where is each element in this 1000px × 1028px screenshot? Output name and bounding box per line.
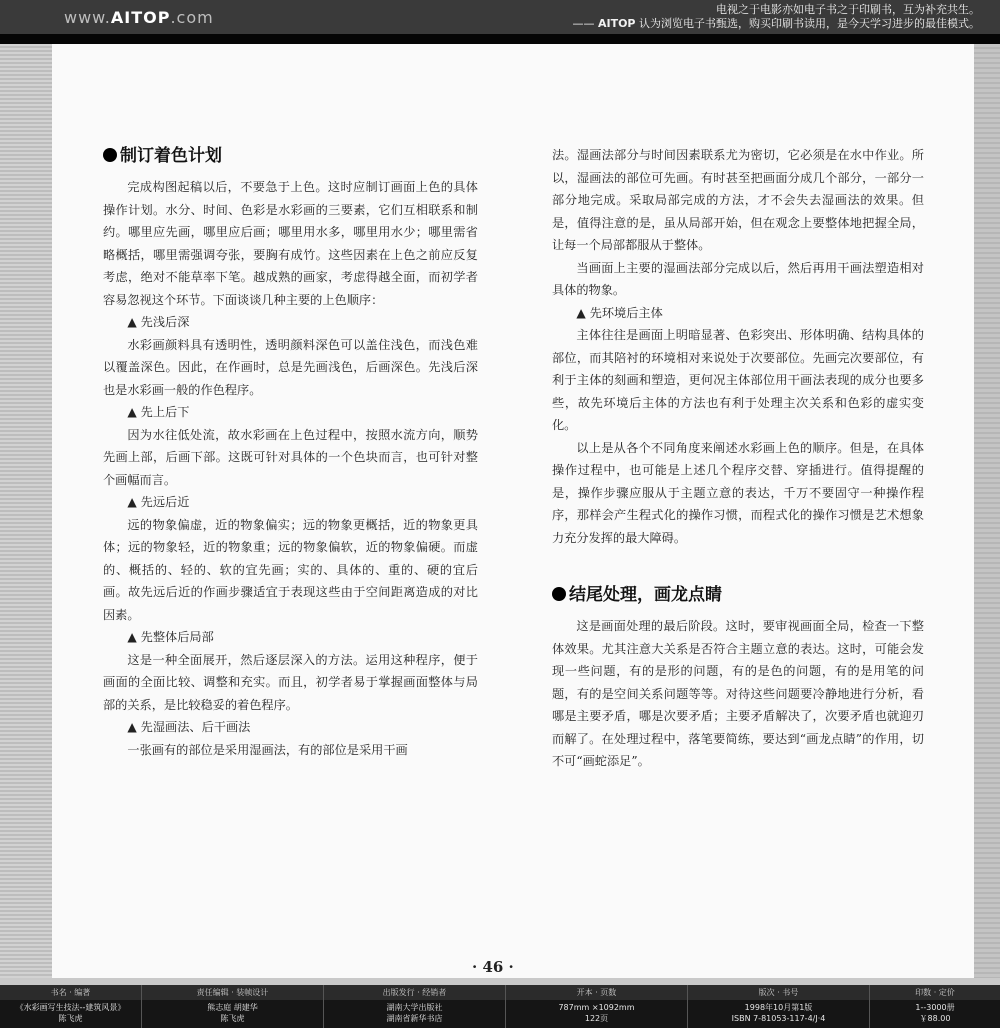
footer-label: 书名 · 编著	[0, 985, 141, 1000]
subheading: ▲ 先整体后局部	[127, 630, 214, 644]
footer-value: 湖南省新华书店	[386, 1014, 443, 1023]
footer-label: 责任编辑 · 装帧设计	[142, 985, 323, 1000]
footer-value: 1998年10月第1版	[744, 1003, 813, 1012]
footer-value: 湖南大学出版社	[386, 1003, 443, 1012]
footer-value: ISBN 7-81053-117-4/J·4	[731, 1014, 826, 1023]
logo-main: AITOP	[110, 8, 171, 27]
logo-suffix: .com	[170, 8, 214, 27]
slogan-line-1: 电视之于电影亦如电子书之于印刷书，互为补充共生。	[716, 3, 980, 16]
paragraph: 因为水往低处流，故水彩画在上色过程中，按照水流方向，顺势先画上部，后画下部。这既可针对具体的一个色块而言，也可针对整个画幅而言。	[103, 427, 478, 487]
footer-label: 出版发行 · 经销者	[324, 985, 505, 1000]
bullet-dot-icon	[552, 587, 566, 601]
paragraph: 当画面上主要的湿画法部分完成以后，然后再用干画法塑造相对具体的物象。	[552, 260, 924, 297]
footer-value: 《水彩画写生技法--建筑风景》	[15, 1003, 126, 1012]
section-heading-finishing	[552, 579, 924, 611]
slogan-line-2	[572, 17, 980, 31]
book-info-footer	[0, 985, 1000, 1028]
footer-cell-title	[0, 985, 142, 1028]
scan-top-edge	[0, 34, 1000, 44]
site-logo[interactable]	[64, 8, 214, 27]
footer-value: 1--3000册	[915, 1003, 955, 1012]
paragraph: 一张画有的部位是采用湿画法，有的部位是采用干画	[127, 742, 408, 757]
slogan-text: 认为浏览电子书甄选，购买印刷书读用，是今天学习进步的最佳模式。	[639, 17, 980, 30]
left-column	[103, 140, 478, 761]
footer-label: 印数 · 定价	[870, 985, 1000, 1000]
heading-text: 结尾处理，画龙点睛	[569, 585, 722, 605]
slogan-brand: AITOP	[597, 17, 636, 30]
bullet-dot-icon	[103, 148, 117, 162]
section-heading-coloring-plan	[103, 140, 478, 172]
paragraph: 这是一种全面展开，然后逐层深入的方法。运用这种程序，便于画面的全面比较、调整和充实。而且，初学者易于掌握画面整体与局部的关系，是比较稳妥的着色程序。	[103, 652, 478, 712]
logo-prefix: www.	[64, 8, 111, 27]
subheading: ▲ 先远后近	[127, 495, 190, 509]
page-number: · 46 ·	[472, 958, 514, 976]
paragraph: 水彩画颜料具有透明性，透明颜料深色可以盖住浅色，而浅色难以覆盖深色。因此，在作画时，总是先画浅色，后画深色。先浅后深也是水彩画一般的作色程序。	[103, 337, 478, 397]
footer-value: 122页	[584, 1014, 609, 1023]
banner-slogan	[572, 3, 980, 31]
paragraph: 这是画面处理的最后阶段。这时，要审视画面全局，检查一下整体效果。尤其注意大关系是否符合主题立意的表达。这时，可能会发现一些问题，有的是形的问题，有的是色的问题，有的是用笔的问题，有的是空间关系问题等等。对待这些问题要冷静地进行分析，看哪是主要矛盾，哪是次要矛盾；主要矛盾解决了，次要矛盾也就迎刃而解了。在处理过程中，落笔要简练，要达到“画龙点睛”的作用，切不可“画蛇添足”。	[552, 619, 924, 768]
paragraph: 主体往往是画面上明暗显著、色彩突出、形体明确、结构具体的部位，而其陪衬的环境相对来说处于次要部位。先画完次要部位，有利于主体的刻画和塑造，更何况主体部位用干画法表现的成分也要多些，故先环境后主体的方法也有利于处理主次关系和色彩的虚实变化。	[552, 328, 924, 432]
paragraph: 以上是从各个不同角度来阐述水彩画上色的顺序。但是，在具体操作过程中，也可能是上述几个程序交替、穿插进行。值得提醒的是，操作步骤应服从于主题立意的表达，千万不要固守一种操作程序，那样会产生程式化的操作习惯，而程式化的操作习惯是艺术想象力充分发挥的最大障碍。	[552, 440, 924, 545]
footer-label: 开本 · 页数	[506, 985, 687, 1000]
footer-cell-editors	[142, 985, 324, 1028]
slogan-dash: ——	[572, 17, 595, 30]
subheading: ▲ 先湿画法、后干画法	[127, 720, 251, 734]
site-banner	[0, 0, 1000, 34]
subheading: ▲ 先上后下	[127, 405, 190, 419]
paragraph: 远的物象偏虚，近的物象偏实；远的物象更概括，近的物象更具体；远的物象轻，近的物象重；远的物象偏软，近的物象偏硬。而虚的、概括的、轻的、软的宜先画；实的、具体的、重的、硬的宜后画。故先远后近的作画步骤适宜于表现这些由于空间距离造成的对比因素。	[103, 517, 478, 622]
paragraph: 完成构图起稿以后，不要急于上色。这时应制订画面上色的具体操作计划。水分、时间、色彩是水彩画的三要素，它们互相联系和制约。哪里应先画，哪里应后画；哪里用水多，哪里用水少；哪里需省略概括，哪里需强调夸张，要胸有成竹。这些因素在上色之前应反复考虑，绝对不能草率下笔。越成熟的画家，考虑得越全面，而初学者容易忽视这个环节。下面谈谈几种主要的上色顺序：	[103, 180, 478, 307]
footer-label: 版次 · 书号	[688, 985, 869, 1000]
footer-value: ￥88.00	[919, 1014, 951, 1023]
footer-value: 787mm ×1092mm	[558, 1003, 635, 1012]
footer-cell-publisher	[324, 985, 506, 1028]
footer-value: 陈飞虎	[220, 1014, 245, 1023]
footer-value: 陈飞虎	[58, 1014, 83, 1023]
paragraph: 法。湿画法部分与时间因素联系尤为密切，它必须是在水中作业。所以，湿画法的部位可先画。有时甚至把画面分成几个部分，一部分一部分地完成。采取局部完成的方法，才不会失去湿画法的效果。但是，值得注意的是，虽从局部开始，但在观念上要整体地把握全局，让每一个局部都服从于整体。	[552, 148, 924, 252]
left-gutter	[0, 44, 52, 978]
subheading: ▲ 先浅后深	[127, 315, 190, 329]
right-column	[552, 144, 924, 773]
footer-cell-price	[870, 985, 1000, 1028]
subheading: ▲ 先环境后主体	[576, 305, 663, 320]
footer-value: 熊志庭 胡建华	[207, 1003, 258, 1012]
footer-cell-edition	[688, 985, 870, 1028]
footer-cell-format	[506, 985, 688, 1028]
right-gutter	[974, 44, 1000, 978]
section-gap	[552, 549, 924, 579]
heading-text: 制订着色计划	[120, 146, 222, 166]
